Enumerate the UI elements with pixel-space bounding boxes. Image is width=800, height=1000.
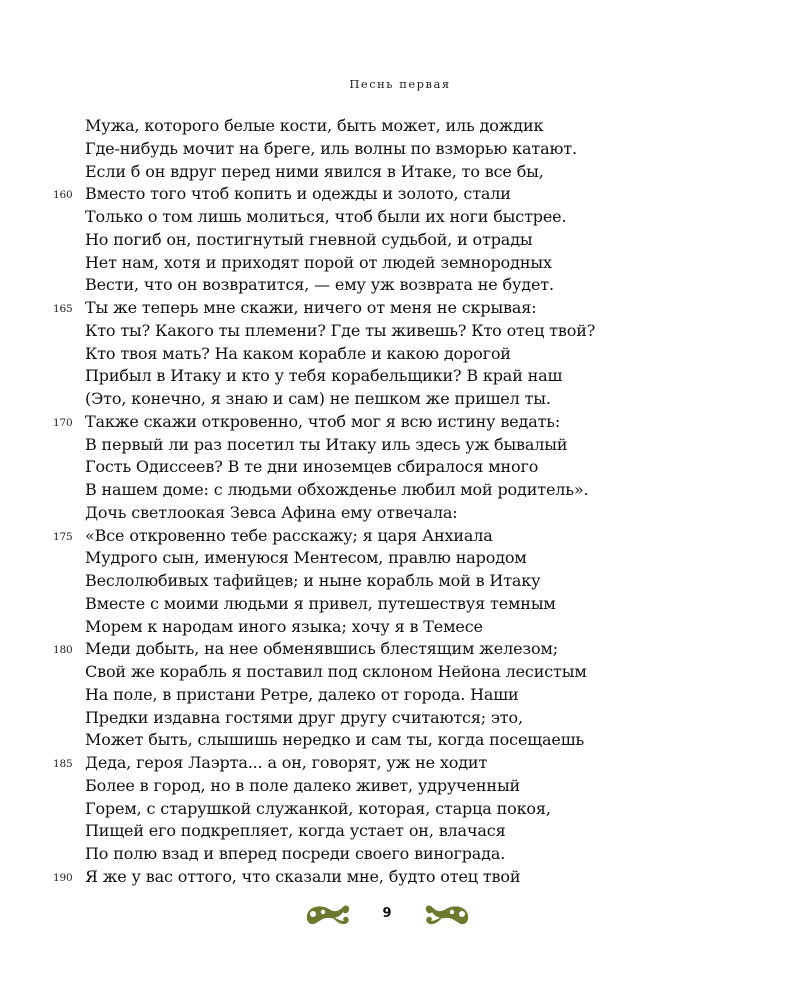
- line-text: «Все откровенно тебе расскажу; я царя Анхиала: [85, 525, 493, 545]
- line-text: Может быть, слышишь нередко и сам ты, когда посещаешь: [85, 730, 585, 750]
- verse-line: [53, 183, 775, 206]
- verse-line: [85, 365, 775, 388]
- verse-line: [53, 297, 775, 320]
- verse-line: [85, 798, 775, 821]
- line-text: Кто твоя мать? На каком корабле и какою дорогой: [85, 343, 511, 363]
- verse-line: [85, 343, 775, 366]
- line-text: Деда, героя Лаэрта... а он, говорят, уж не ходит: [85, 753, 488, 772]
- line-text: В нашем доме: с людьми обхожденье любил мой родитель».: [85, 480, 589, 499]
- right-flourish-icon: [424, 902, 470, 928]
- line-text: Более в город, но в поле далеко живет, удрученный: [85, 775, 521, 795]
- verse-line: [85, 274, 775, 297]
- line-text: Нет нам, хотя и приходят порой от людей земнородных: [85, 252, 552, 272]
- line-text: Горем, с старушкой служанкой, которая, старца покоя,: [85, 798, 551, 818]
- verse-line: [53, 866, 775, 889]
- line-text: Мужа, которого белые кости, быть может, иль дождик: [85, 116, 544, 135]
- line-text: Морем к народам иного языка; хочу я в Темесе: [85, 616, 483, 636]
- page-number: 9: [382, 906, 392, 921]
- verse-line: [85, 115, 775, 138]
- line-text: Если б он вдруг перед ними явился в Итаке, то все бы,: [85, 161, 544, 181]
- line-text: Дочь светлоокая Зевса Афина ему отвечала:: [85, 502, 458, 522]
- line-text: Но погиб он, постигнутый гневной судьбой, и отрады: [85, 229, 533, 249]
- line-text: Вести, что он возвратится, — ему уж возврата не будет.: [85, 275, 554, 295]
- line-text: На поле, в пристани Ретре, далеко от города. Наши: [85, 684, 519, 704]
- verse-line: [53, 411, 775, 434]
- verse-line: [85, 593, 775, 616]
- verse-text: [53, 115, 775, 889]
- line-text: Предки издавна гостями друг другу считаются; это,: [85, 707, 523, 727]
- verse-line: [53, 752, 775, 775]
- verse-line: [85, 843, 775, 866]
- line-text: Я же у вас оттого, что сказали мне, будто отец твой: [85, 866, 521, 886]
- line-text: Только о том лишь молиться, чтоб были их ноги быстрее.: [85, 207, 567, 226]
- line-text: Где-нибудь мочит на бреге, иль волны по взморью катают.: [85, 138, 577, 158]
- verse-line: [85, 252, 775, 275]
- line-number: 170: [53, 416, 73, 429]
- line-text: Прибыл в Итаку и кто у тебя корабельщики? В край наш: [85, 366, 563, 386]
- verse-line: [53, 638, 775, 661]
- left-flourish-icon: [305, 902, 351, 928]
- line-text: Веслолюбивых тафийцев; и ныне корабль мой в Итаку: [85, 571, 541, 590]
- verse-line: [85, 775, 775, 798]
- verse-line: [85, 434, 775, 457]
- line-text: Свой же корабль я поставил под склоном Нейона лесистым: [85, 662, 587, 681]
- verse-line: [85, 388, 775, 411]
- line-text: (Это, конечно, я знаю и сам) не пешком же пришел ты.: [85, 389, 551, 408]
- verse-line: [85, 479, 775, 502]
- line-number: 185: [53, 758, 73, 770]
- verse-line: [85, 820, 775, 843]
- running-header: Песнь первая: [349, 77, 451, 91]
- line-text: В первый ли раз посетил ты Итаку иль здесь уж бывалый: [85, 434, 568, 454]
- line-text: По полю взад и вперед посреди своего винограда.: [85, 844, 506, 863]
- line-number: 160: [53, 189, 73, 202]
- line-number: 165: [53, 303, 73, 315]
- line-text: Вместе с моими людьми я привел, путешествуя темным: [85, 593, 556, 613]
- verse-line: [85, 570, 775, 593]
- page-footer: [0, 902, 800, 930]
- verse-line: [85, 661, 775, 684]
- line-text: Кто ты? Какого ты племени? Где ты живешь? Кто отец твой?: [85, 320, 596, 340]
- verse-line: [85, 707, 775, 730]
- line-text: Также скажи откровенно, чтоб мог я всю истину ведать:: [85, 411, 561, 431]
- line-number: 180: [53, 644, 73, 657]
- verse-line: [85, 161, 775, 184]
- verse-line: [85, 206, 775, 229]
- verse-line: [85, 684, 775, 707]
- line-text: Меди добыть, на нее обменявшись блестящим железом;: [85, 639, 559, 659]
- verse-line: [85, 729, 775, 752]
- line-number: 175: [53, 530, 73, 543]
- verse-line: [85, 229, 775, 252]
- verse-line: [85, 547, 775, 570]
- verse-line: [53, 525, 775, 548]
- line-number: 190: [53, 871, 73, 884]
- verse-line: [85, 456, 775, 479]
- line-text: Гость Одиссеев? В те дни иноземцев сбиралося много: [85, 457, 539, 477]
- line-text: Ты же теперь мне скажи, ничего от меня не скрывая:: [85, 298, 537, 317]
- verse-line: [85, 320, 775, 343]
- line-text: Мудрого сын, именуюся Ментесом, правлю народом: [85, 548, 527, 568]
- verse-line: [85, 138, 775, 161]
- line-text: Пищей его подкрепляет, когда устает он, влачася: [85, 821, 506, 841]
- line-text: Вместо того чтоб копить и одежды и золото, стали: [85, 184, 511, 204]
- verse-line: [85, 502, 775, 525]
- verse-line: [85, 616, 775, 639]
